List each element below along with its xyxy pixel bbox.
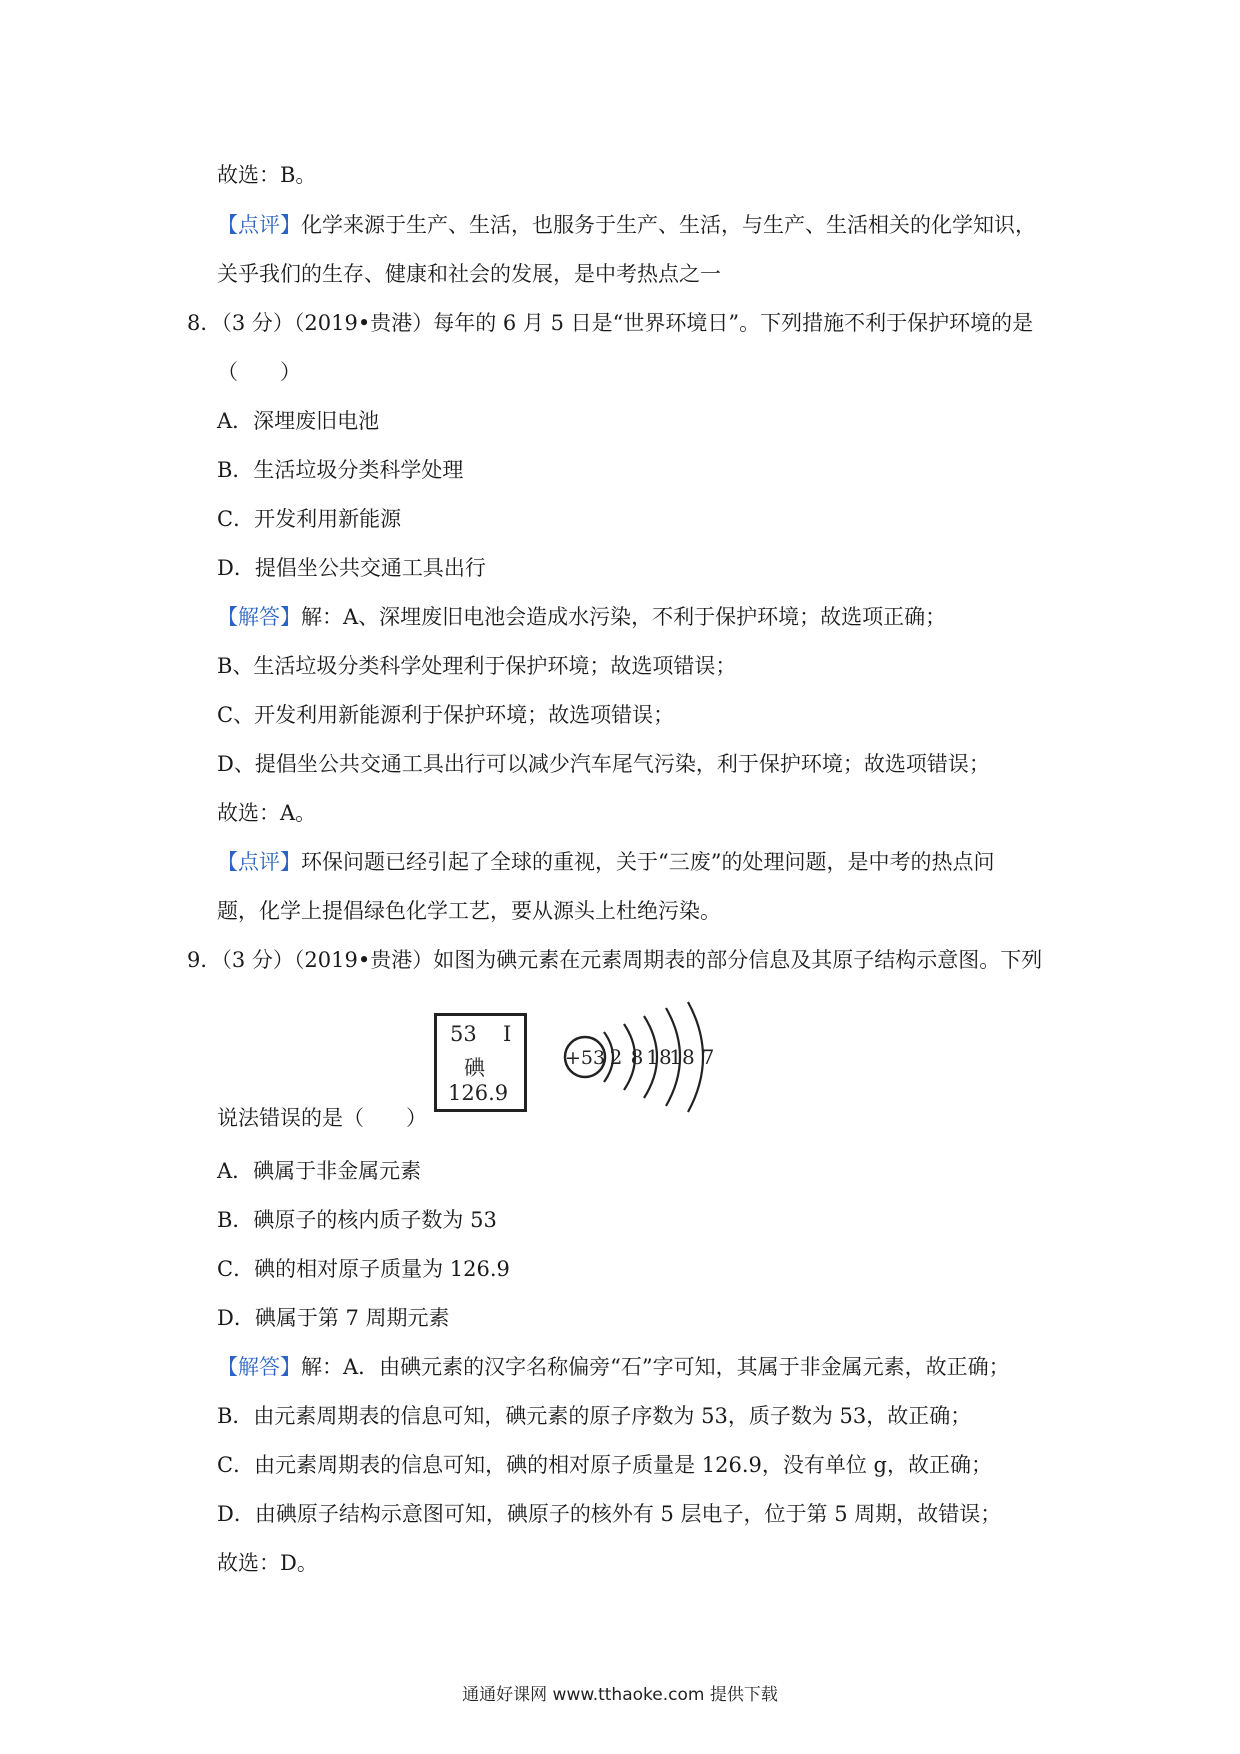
q8-option-d: D．提倡坐公共交通工具出行 <box>217 556 486 580</box>
atom-structure-diagram <box>560 1000 740 1120</box>
shell-count-5: 7 <box>701 1045 715 1069</box>
q9-option-c: C．碘的相对原子质量为 126.9 <box>217 1257 510 1281</box>
comment-text: 化学来源于生产、生活，也服务于生产、生活，与生产、生活相关的化学知识， <box>301 213 1036 237</box>
q9-stem-end: 说法错误的是（ ） <box>217 1106 427 1130</box>
q8-answer-b: B、生活垃圾分类科学处理利于保护环境；故选项错误； <box>217 654 737 678</box>
answer-tag: 【解答】 <box>217 1355 301 1379</box>
element-card <box>434 1013 527 1112</box>
q8-answer-d: D、提倡坐公共交通工具出行可以减少汽车尾气污染，利于保护环境；故选项错误； <box>217 752 990 776</box>
comment-text: 环保问题已经引起了全球的重视，关于“三废”的处理问题，是中考的热点问 <box>301 850 995 874</box>
q8-answer-line <box>217 603 946 631</box>
q8-option-b: B．生活垃圾分类科学处理 <box>217 458 464 482</box>
shell-count-1: 2 <box>609 1045 623 1069</box>
q9-answer-line <box>217 1353 1010 1381</box>
atomic-mass: 126.9 <box>448 1081 509 1105</box>
q8-option-a: A．深埋废旧电池 <box>217 409 380 433</box>
q9-option-a: A．碘属于非金属元素 <box>217 1159 422 1183</box>
q8-stem-paren: （ ） <box>217 360 301 384</box>
q9-answer-b: B．由元素周期表的信息可知，碘元素的原子序数为 53，质子数为 53，故正确； <box>217 1404 972 1428</box>
shell-count-3: 18 <box>646 1045 672 1069</box>
q8-comment-line2: 题，化学上提倡绿色化学工艺，要从源头上杜绝污染。 <box>217 899 721 923</box>
q8-answer-c: C、开发利用新能源利于保护环境；故选项错误； <box>217 703 675 727</box>
q9-answer-c: C．由元素周期表的信息可知，碘的相对原子质量是 126.9，没有单位 g，故正确； <box>217 1453 992 1477</box>
q8-comment <box>217 848 994 876</box>
atomic-number: 53 <box>450 1022 477 1046</box>
q9-answer-d: D．由碘原子结构示意图可知，碘原子的核外有 5 层电子，位于第 5 周期，故错误； <box>217 1502 1002 1526</box>
comment-tag: 【点评】 <box>217 850 301 874</box>
answer-text: 解：A、深埋废旧电池会造成水污染，不利于保护环境；故选项正确； <box>301 605 947 629</box>
q8-choice: 故选：A。 <box>217 801 317 825</box>
q9-option-d: D．碘属于第 7 周期元素 <box>217 1306 450 1330</box>
answer-text: 解：A．由碘元素的汉字名称偏旁“石”字可知，其属于非金属元素，故正确； <box>301 1355 1010 1379</box>
page-footer: 通通好课网 www.tthaoke.com 提供下载 <box>462 1685 778 1705</box>
prev-comment <box>217 211 1036 239</box>
q8-option-c: C．开发利用新能源 <box>217 507 402 531</box>
element-symbol: I <box>503 1022 512 1046</box>
shell-count-4: 18 <box>669 1045 695 1069</box>
element-name: 碘 <box>464 1056 485 1080</box>
answer-tag: 【解答】 <box>217 605 301 629</box>
shell-count-2: 8 <box>630 1045 644 1069</box>
prev-answer: 故选：B。 <box>217 163 317 187</box>
prev-comment-line2: 关乎我们的生存、健康和社会的发展，是中考热点之一 <box>217 262 721 286</box>
q9-option-b: B．碘原子的核内质子数为 53 <box>217 1208 497 1232</box>
q8-stem: 8．（3 分）（2019•贵港）每年的 6 月 5 日是“世界环境日”。下列措施不利于保护环境的是 <box>187 311 1034 335</box>
comment-tag: 【点评】 <box>217 213 301 237</box>
q9-stem: 9．（3 分）（2019•贵港）如图为碘元素在元素周期表的部分信息及其原子结构示意图。下列 <box>187 948 1043 972</box>
nucleus-charge: +53 <box>564 1047 606 1069</box>
q9-choice: 故选：D。 <box>217 1551 318 1575</box>
